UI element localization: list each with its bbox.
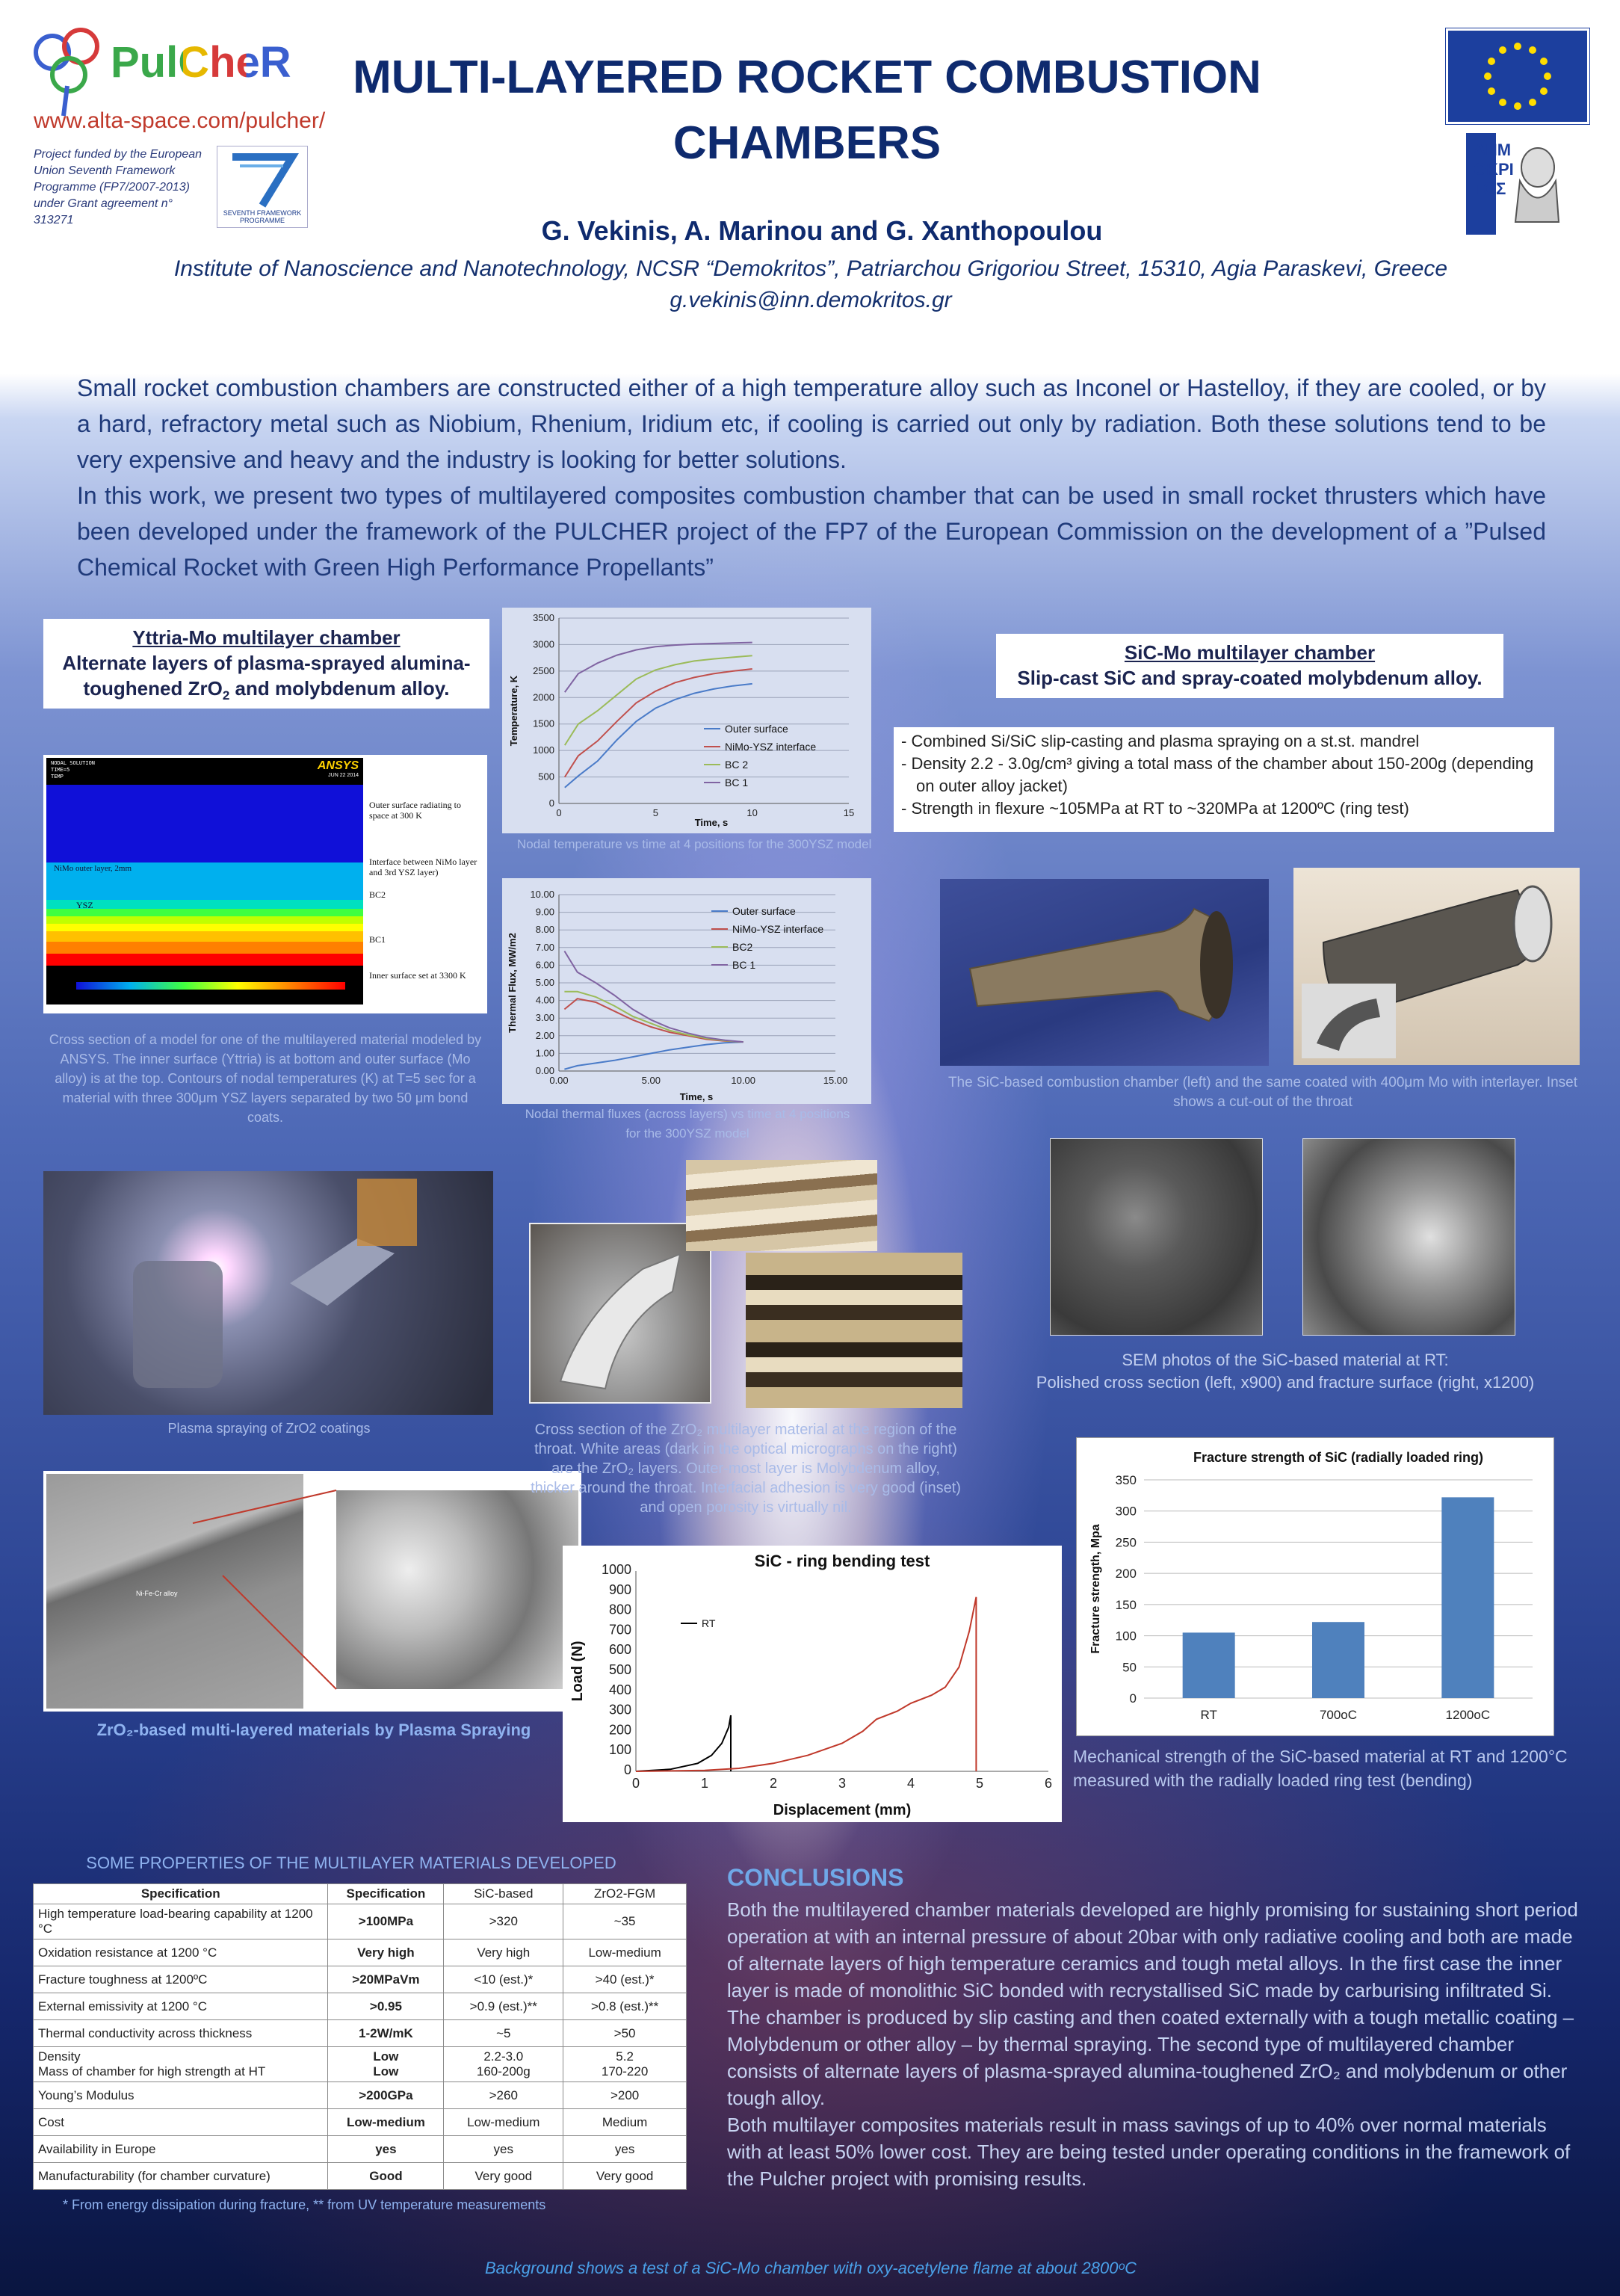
ansys-plot [46,758,363,1004]
table-footnote: * From energy dissipation during fracture, ** from UV temperature measurements [63,2197,546,2212]
table-cell: Low Low [328,2047,444,2082]
series-line [564,1042,743,1070]
table-cell: >200GPa [328,2082,444,2109]
table-cell: 5.2 170-220 [563,2047,687,2082]
x-tick-label: 1200oC [1445,1708,1491,1722]
table-cell: Good [328,2163,444,2190]
x-tick-label: 15 [843,807,855,818]
yttria-line2: toughened ZrO$_2$ and molybdenum alloy. [83,677,450,703]
ansys-ysz-label: YSZ [76,900,93,910]
table-header: Specification [328,1884,444,1904]
table-header-row [34,1884,687,1904]
sic-subtitle: Slip-cast SiC and spray-coated molybdenum alloy. [1017,667,1483,689]
table-row [34,2136,687,2163]
eu-flag [1446,28,1589,124]
ansys-caption: Cross section of a model for one of the multilayered material modeled by ANSYS. The inner surface (Yttria) is at bottom and outer surface (Mo alloy) is at the top. Contours of nodal temperatures (K) at T=5 sec for a material with three 300μm YSZ layers separated by two 50 μm bond coats. [49,1032,482,1125]
micrograph-right [746,1253,962,1408]
y-tick-label: 7.00 [535,941,554,953]
x-tick-label: 3 [838,1776,847,1791]
x-tick-label: 2 [769,1776,778,1791]
bust-icon [1509,144,1562,226]
y-tick-label: 400 [608,1682,631,1697]
table-row [34,2082,687,2109]
footer-note: Background shows a test of a SiC-Mo chamber with oxy-acetylene flame at about 2800ᵒC [484,2259,1137,2277]
note-bc1: BC1 [369,934,386,945]
eu-stars-icon [1448,31,1587,122]
y-tick-label: 10.00 [530,889,554,900]
y-tick-label: 3500 [533,612,554,623]
throat-inset-photo [1302,984,1396,1058]
ring-bending-chart [563,1546,1062,1822]
table-cell: 1-2W/mK [328,2020,444,2047]
table-cell: ~35 [563,1904,687,1939]
sic-bullet-1: - Combined Si/SiC slip-casting and plasma spraying on a st.st. mandrel [901,732,1420,750]
table-cell: Low-medium [563,1939,687,1966]
table-cell: >200 [563,2082,687,2109]
ansys-scale [76,982,345,990]
ansys-brand: ANSYS [317,759,359,772]
demokritos-logo [1466,133,1565,235]
table-cell: Medium [563,2109,687,2136]
y-tick-label: 2000 [533,691,554,703]
table-header: Specification [34,1884,328,1904]
ansys-notes [369,755,486,1013]
y-axis-label: Thermal Flux, MW/m2 [507,933,518,1033]
y-tick-label: 3.00 [535,1012,554,1024]
table-cell: >0.9 (est.)** [444,1993,563,2020]
y-tick-label: 800 [608,1602,631,1617]
note-bc2: BC2 [369,889,386,900]
table-cell: >100MPa [328,1904,444,1939]
table-cell: >260 [444,2082,563,2109]
table-header: ZrO2-FGM [563,1884,687,1904]
x-tick-label: 5.00 [641,1075,661,1086]
plasma-caption: Plasma spraying of ZrO2 coatings [167,1421,371,1436]
table-cell-property: Young’s Modulus [34,2082,328,2109]
table-cell: Very high [328,1939,444,1966]
y-tick-label: 8.00 [535,924,554,936]
x-tick-label: 1 [700,1776,709,1791]
y-tick-label: 500 [538,771,554,783]
conclusions [727,1864,1579,2192]
table-row [34,2020,687,2047]
table-cell: Low-medium [444,2109,563,2136]
y-tick-label: 9.00 [535,906,554,918]
y-tick-label: 1000 [601,1562,631,1577]
y-tick-label: 300 [1115,1504,1137,1519]
table-row [34,1993,687,2020]
note-inner: Inner surface set at 3300 K [369,970,466,981]
table-cell-property: High temperature load-bearing capability at 1200 °C [34,1904,328,1939]
y-tick-label: 0 [623,1762,631,1777]
note-interface: Interface between NiMo layer and 3rd YSZ layer) [369,857,477,877]
micro-label: Ni-Fe-Cr alloy [136,1590,178,1597]
yttria-title: Yttria-Mo multilayer chamber [132,626,401,649]
table-cell: >320 [444,1904,563,1939]
y-tick-label: 150 [1115,1597,1137,1612]
conclusions-p2: Both multilayer composites materials result in mass savings of up to 40% over normal materials with at least 50% lower cost. They are being tested under operating conditions in the framework of the Pulcher project with promising results. [727,2114,1571,2190]
table-cell: Very high [444,1939,563,1966]
table-header: SiC-based [444,1884,563,1904]
table-cell: 2.2-3.0 160-200g [444,2047,563,2082]
legend-label: Outer surface [725,723,788,735]
table-cell: >0.8 (est.)** [563,1993,687,2020]
abstract-p1: Small rocket combustion chambers are constructed either of a high temperature alloy such as Inconel or Hastelloy, if they are cooled, or by a hard, refractory metal such as Niobium, Rhenium, Iridium etc, if cooling is carried out only by radiation. Both these solutions tend to be very expensive and heavy and the industry is looking for better solutions. [77,374,1546,473]
y-axis-label: Load (N) [569,1641,586,1702]
zro2-layers-caption: ZrO₂-based multi-layered materials by Plasma Spraying [96,1721,531,1739]
y-tick-label: 2.00 [535,1029,554,1041]
y-tick-label: 3000 [533,638,554,650]
sem-caption [971,1349,1599,1394]
yttria-box [43,619,489,709]
y-tick-label: 100 [608,1742,631,1758]
table-row [34,2163,687,2190]
sic-bullet-2: - Density 2.2 - 3.0g/cm³ giving a total mass of the chamber about 150-200g (depending on outer alloy jacket) [901,754,1534,795]
temperature-chart-svg [502,608,871,833]
sem-right [1302,1138,1515,1336]
legend-label: NiMo-YSZ interface [732,923,824,935]
x-tick-label: 6 [1044,1776,1053,1791]
y-axis-label: Temperature, K [508,675,519,747]
chart-title: Fracture strength of SiC (radially loaded ring) [1193,1450,1484,1465]
poster-title [284,45,1330,176]
nozzle-cutout-icon [531,1224,710,1402]
temperature-caption: Nodal temperature vs time at 4 positions for the 300YSZ model [517,837,872,851]
abstract-p2: In this work, we present two types of multilayered composites combustion chamber that can be used in small rocket thrusters which have been developed under the framework of the PULCHER project of the FP7 of the European Commission on the development of a ”Pulsed Chemical Rocket with Green High Performance Propellants” [77,482,1546,581]
y-tick-label: 50 [1122,1660,1137,1675]
legend-label: BC 1 [725,777,749,789]
sic-chamber-photo-left [940,879,1269,1066]
y-tick-label: 200 [1115,1567,1137,1581]
ring-bending-chart-svg [563,1546,1062,1822]
table-row [34,1939,687,1966]
ansys-figure [43,755,487,1013]
series-line [564,992,743,1042]
y-tick-label: 900 [608,1581,631,1597]
title-line2: CHAMBERS [673,117,942,169]
y-tick-label: 0 [1129,1691,1137,1706]
table-row [34,2047,687,2082]
table-cell: >40 (est.)* [563,1966,687,1993]
temperature-chart [502,608,871,833]
x-tick-label: 4 [906,1776,915,1791]
funding-text: Project funded by the European Union Seventh Framework Programme (FP7/2007-2013) under Grant agreement n° 313271 [34,148,202,226]
fp7-logo-text: SEVENTH FRAMEWORK PROGRAMME [223,209,302,224]
series-line [565,684,752,788]
table-cell-property: Thermal conductivity across thickness [34,2020,328,2047]
sic-bullet-3: - Strength in flexure ~105MPa at RT to ~320MPa at 1200ºC (ring test) [901,799,1409,818]
throat-icon [1302,984,1396,1058]
y-tick-label: 1.00 [535,1047,554,1059]
table-cell-property: Manufacturability (for chamber curvature) [34,2163,328,2190]
y-tick-label: 1000 [533,744,554,756]
x-tick-label: 0 [631,1776,640,1791]
abstract [77,370,1546,585]
conclusions-p1: Both the multilayered chamber materials developed are highly promising for sustaining short period operation at with an internal pressure of about 20bar with only radiative cooling and both are made of alternate layers of high temperature ceramics and tough metal alloys. In the first case the inner layer is made of monolithic SiC bonded with recrystallised SiC made by carburising infiltrated Si. The chamber is produced by slip casting and then coated externally with a tough metallic coating – Molybdenum or other alloy – by thermal spraying. The second type of multilayered chamber consists of alternate layers of plasma-sprayed alumina-toughened ZrO₂ and molybdenum or other tough alloy. [727,1898,1578,2109]
sem-caption-2: Polished cross section (left, x900) and fracture surface (right, x1200) [1036,1373,1535,1392]
ansys-header: NODAL SOLUTION TIME=5 TEMP [51,760,96,780]
series-line [565,643,752,693]
table-row [34,2109,687,2136]
table-cell: Low-medium [328,2109,444,2136]
bar [1441,1497,1494,1698]
legend-label: RT [702,1617,716,1629]
y-tick-label: 500 [608,1662,631,1677]
table-cell-property: External emissivity at 1200 °C [34,1993,328,2020]
project-url[interactable]: www.alta-space.com/pulcher/ [34,108,326,133]
table-cell-property: Availability in Europe [34,2136,328,2163]
table-cell: >20MPaVm [328,1966,444,1993]
y-tick-label: 2500 [533,664,554,676]
table-cell: Very good [563,2163,687,2190]
table-cell: yes [444,2136,563,2163]
flux-caption: Nodal thermal fluxes (across layers) vs time at 4 positions for the 300YSZ model [525,1107,850,1141]
note-outer: Outer surface radiating to space at 300 K [369,800,461,821]
sic-tube-icon [940,879,1269,1066]
x-tick-label: 5 [975,1776,984,1791]
y-tick-label: 1500 [533,718,554,729]
clover-icon [22,22,120,120]
y-tick-label: 6.00 [535,959,554,971]
sem-caption-1: SEM photos of the SiC-based material at RT: [1122,1351,1449,1369]
table-cell-property: Cost [34,2109,328,2136]
x-tick-label: 10 [746,807,758,818]
properties-table-wrap [33,1883,687,2190]
legend-label: NiMo-YSZ interface [725,741,817,753]
table-title: SOME PROPERTIES OF THE MULTILAYER MATERIALS DEVELOPED [86,1854,616,1872]
sic-bullets [894,727,1554,832]
x-axis-label: Displacement (mm) [773,1802,912,1818]
y-tick-label: 100 [1115,1629,1137,1644]
logo-brand: PulCheR [111,38,291,87]
flux-chart [502,878,871,1104]
conclusions-title: CONCLUSIONS [727,1864,904,1891]
demokritos-logo-text: ΔΗΜΟΚΡΙΤΟΣ [1474,141,1514,198]
zro2-cross-caption: Cross section of the ZrO₂ multilayer material at the region of the throat. White areas (dark in the optical micrographs on the right) are the ZrO₂ layers. Outer-most layer is Molybdenum alloy, thicker around the throat. Interfacial adhesion is very good (inset) and open porosity is virtually nil. [531,1422,961,1516]
table-cell: yes [328,2136,444,2163]
ansys-date: JUN 22 2014 [328,773,359,778]
table-cell: >50 [563,2020,687,2047]
y-tick-label: 4.00 [535,994,554,1006]
table-cell: ~5 [444,2020,563,2047]
legend-label: BC2 [732,941,753,953]
spray-gun-icon [43,1171,493,1415]
y-tick-label: 250 [1115,1535,1137,1550]
bar [1312,1622,1364,1698]
ansys-nimo-label: NiMo outer layer, 2mm [54,864,132,873]
table-cell: >0.95 [328,1993,444,2020]
sem-left [1050,1138,1263,1336]
y-tick-label: 5.00 [535,977,554,988]
sic-box [996,634,1503,698]
sic-photos-caption: The SiC-based combustion chamber (left) and the same coated with 400μm Mo with interlayer. Inset shows a cut-out of the throat [947,1075,1578,1110]
fracture-strength-chart [1076,1437,1554,1736]
x-tick-label: 5 [652,807,658,818]
table-row [34,1966,687,1993]
y-tick-label: 350 [1115,1473,1137,1487]
y-tick-label: 200 [608,1722,631,1738]
zro2-chamber-photo [529,1223,711,1404]
x-tick-label: 0.00 [549,1075,569,1086]
institute: Institute of Nanoscience and Nanotechnology, NCSR “Demokritos”, Patriarchou Grigoriou Street, 15310, Agia Paraskevi, Greece [173,256,1448,281]
legend-label: Outer surface [732,905,796,917]
legend-label: BC 2 [725,759,749,771]
zoom-lines [43,1471,581,1712]
fracture-strength-chart-svg [1077,1438,1555,1737]
table-cell-property: Oxidation resistance at 1200 °C [34,1939,328,1966]
bar [1183,1632,1235,1698]
chart-title: SiC - ring bending test [754,1552,930,1570]
x-tick-label: RT [1200,1708,1217,1722]
flux-chart-svg [502,878,871,1104]
legend-label: BC 1 [732,959,756,971]
y-tick-label: 700 [608,1622,631,1638]
email[interactable]: g.vekinis@inn.demokritos.gr [670,288,952,312]
table-cell: yes [563,2136,687,2163]
x-axis-label: Time, s [679,1091,714,1102]
micrograph-top [686,1160,877,1251]
fracture-caption: Mechanical strength of the SiC-based material at RT and 1200°C measured with the radially loaded ring test (bending) [1073,1747,1568,1790]
x-tick-label: 10.00 [731,1075,755,1086]
y-tick-label: 300 [608,1702,631,1718]
zro2-micrograph-figure [43,1471,581,1712]
x-axis-label: Time, s [694,817,729,828]
table-cell: <10 (est.)* [444,1966,563,1993]
plasma-spraying-photo [43,1171,493,1415]
y-tick-label: 600 [608,1642,631,1658]
table-cell: Very good [444,2163,563,2190]
yttria-line1: Alternate layers of plasma-sprayed alumina- [62,652,471,674]
x-tick-label: 0 [556,807,562,818]
series-line [636,1715,731,1771]
table-cell-property: Density Mass of chamber for high strength at HT [34,2047,328,2082]
title-line1: MULTI-LAYERED ROCKET COMBUSTION [353,52,1261,103]
properties-table [33,1883,687,2190]
x-tick-label: 15.00 [823,1075,848,1086]
table-row [34,1904,687,1939]
y-axis-label: Fracture strength, Mpa [1089,1524,1102,1654]
table-cell-property: Fracture toughness at 1200ºC [34,1966,328,1993]
sic-title: SiC-Mo multilayer chamber [1124,641,1376,664]
authors: G. Vekinis, A. Marinou and G. Xanthopoulou [541,215,1103,246]
y-tick-label: 0.00 [535,1065,554,1076]
x-tick-label: 700oC [1319,1708,1358,1722]
y-tick-label: 0 [548,797,554,809]
